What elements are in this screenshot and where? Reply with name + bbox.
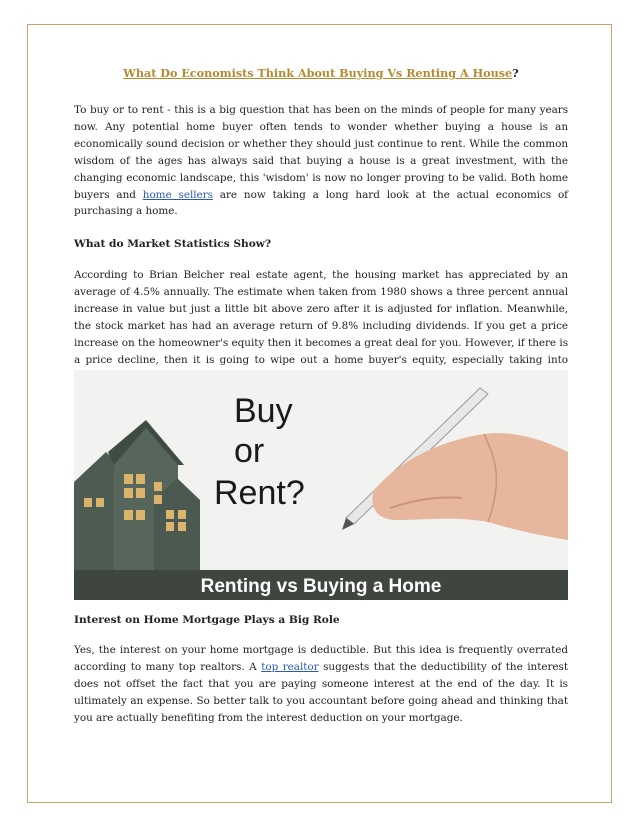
top-realtor-link[interactable]: top realtor [261,660,319,673]
section-heading-mortgage-interest: Interest on Home Mortgage Plays a Big Role [74,614,340,626]
or-text: or [234,432,265,470]
article-title [74,66,568,80]
home-sellers-link[interactable]: home sellers [142,188,213,201]
banner-illustration [74,370,568,600]
mortgage-interest-paragraph [74,642,568,727]
section-heading-market-statistics: What do Market Statistics Show? [74,238,272,251]
article-body [74,66,568,386]
intro-paragraph [74,102,568,220]
title-suffix: ? [512,66,519,80]
buy-text: Buy [234,392,293,430]
buy-or-rent-image [74,370,568,600]
banner-caption: Renting vs Buying a Home [200,576,442,597]
mortgage-text-2: suggests that the deductibility of the interest does not offset the fact that you are paying someone interest at the end of the day. It is ultimately an expense. So better talk to you accountant before going ahead and thinking that you are actually benefiting from the interest deduction on your mortgage. [74,660,569,724]
rent-text: Rent? [214,474,305,512]
market-statistics-paragraph: According to Brian Belcher real estate agent, the housing market has appreciated by an average of 4.5% annually. The estimate when taken from 1980 shows a three percent annual increase in value but just a little bit above zero after it is adjusted for inflation. Meanwhile, the stock market has had an average return of 9.8% including dividends. If you get a price increase on the homeowner's equity then it becomes a great deal for you. However, if there is a price decline, then it is going to wipe out a home buyer's equity, especially taking into [74,269,568,366]
title-link[interactable]: What Do Economists Think About Buying Vs Renting A House [123,66,513,80]
intro-text-1: To buy or to rent - this is a big question that has been on the minds of people for many years now. Any potential home buyer often tends to wonder whether buying a house is an economically sound decision or whether they should just continue to rent. While the common wisdom of the ages has always said that buying a house is a great investment, with the changing economic landscape, this 'wisdom' is now no longer proving to be valid. Both home buyers and [74,104,568,201]
intro-text-2: are now taking a long hard look at the actual economics of purchasing a home. [74,188,568,218]
mortgage-text-1: Yes, the interest on your home mortgage is deductible. But this idea is frequently overrated according to many top realtors. A [74,644,568,673]
